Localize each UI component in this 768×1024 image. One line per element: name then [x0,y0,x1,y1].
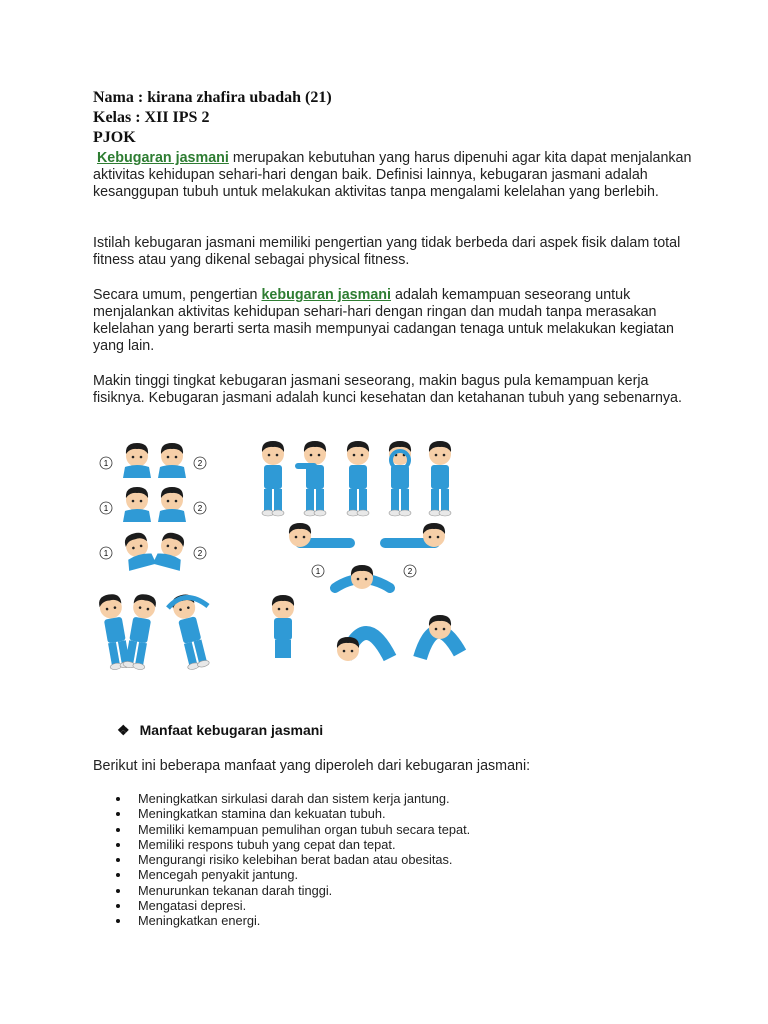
benefits-intro [93,758,693,775]
list-item: Memiliki kemampuan pemulihan organ tubuh secara tepat. [138,821,471,837]
student-name: Nama : kirana zhafira ubadah (21) [93,89,332,106]
step-label-1b: 1 [103,504,109,513]
paragraph-general-meaning [93,287,693,355]
list-item: Memiliki respons tubuh yang cepat dan tepat. [138,837,470,852]
subject-title: PJOK [93,129,136,146]
paragraph-fitness-term-text: Istilah kebugaran jasmani memiliki pengertian yang tidak berbeda dari aspek fisik dalam total fitness atau yang dikenal sebagai physical fitness. [93,235,681,268]
paragraph-higher-fitness [93,373,693,407]
step-label-2: 2 [197,459,203,468]
benefits-list [138,791,470,929]
step-label-2b: 2 [197,504,203,513]
paragraph-general-before: Secara umum, pengertian [93,287,262,303]
paragraph-general-after: adalah kemampuan seseorang untuk menjalankan aktivitas kehidupan sehari-hari dengan ringan dan mudah tanpa merasakan kelelahan yang berarti serta masih mempunyai cadangan tenaga untuk melakukan kegiatan yang lain. [93,287,674,354]
list-item: Meningkatkan energi. [138,913,470,928]
forward-bend-stretches [272,595,460,661]
list-item: Mencegah penyakit jantung. [138,867,470,882]
list-item: Mengatasi depresi. [138,898,470,913]
kebugaran-jasmani-link[interactable]: Kebugaran jasmani [96,150,229,166]
paragraph-definition-text: merupakan kebutuhan yang harus dipenuhi agar kita dapat menjalankan aktivitas kehidupan sehari-hari dengan baik. Definisi lainnya, kebugaran jasmani adalah kesanggupan tubuh untuk melakukan aktivitas tanpa mengalami kelelahan yang berlebih. [93,150,692,200]
step-label-1: 1 [103,459,109,468]
benefits-heading [117,722,323,739]
neck-stretch-row-3 [100,530,206,571]
stretching-exercise-illustration [90,438,480,673]
step-label-1c: 1 [103,549,109,558]
paragraph-definition [93,150,693,201]
kebugaran-jasmani-link-2[interactable]: kebugaran jasmani [261,287,392,303]
list-item: Meningkatkan stamina dan kekuatan tubuh. [138,806,470,821]
side-bend-stretches [98,592,210,670]
step-label-2c: 2 [197,549,203,558]
list-item: Mengurangi risiko kelebihan berat badan atau obesitas. [138,852,470,867]
student-class: Kelas : XII IPS 2 [93,109,210,126]
paragraph-fitness-term [93,235,693,269]
list-item: Menurunkan tekanan darah tinggi. [138,883,470,898]
lying-stretches [289,523,445,589]
diamond-bullet-icon: ❖ [117,722,130,738]
list-item: Meningkatkan sirkulasi darah dan sistem kerja jantung. [138,791,470,806]
benefits-intro-text: Berikut ini beberapa manfaat yang diperoleh dari kebugaran jasmani: [93,758,531,774]
neck-stretch-row-1 [100,443,206,478]
step-label-1d: 1 [315,567,321,576]
neck-stretch-row-2 [100,487,206,522]
benefits-heading-text: Manfaat kebugaran jasmani [139,722,324,738]
step-label-2d: 2 [407,567,413,576]
paragraph-higher-fitness-text: Makin tinggi tingkat kebugaran jasmani seseorang, makin bagus pula kemampuan kerja fisiknya. Kebugaran jasmani adalah kunci kesehatan dan ketahanan tubuh yang sebenarnya. [93,373,682,406]
standing-arm-stretches [262,441,451,516]
